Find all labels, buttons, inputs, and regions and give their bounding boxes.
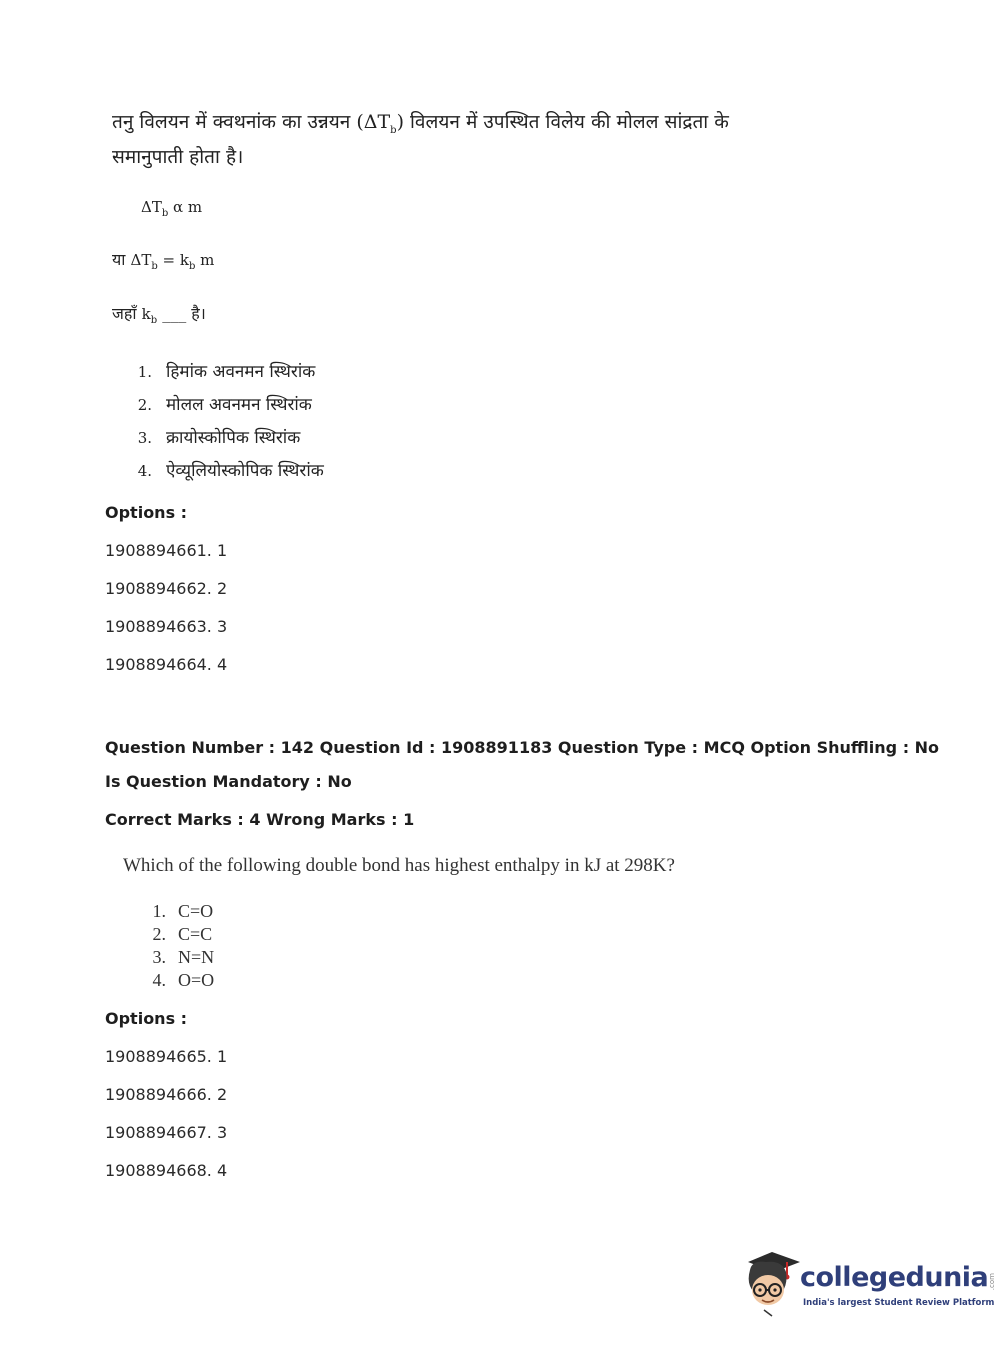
eq1-rest: α m [168, 198, 203, 216]
option-row: 1908894663. 3 [105, 617, 228, 636]
choice-item [136, 422, 324, 455]
eq2-sub: b [151, 261, 158, 272]
choice-text: C=O [178, 901, 214, 921]
option-row: 1908894662. 2 [105, 579, 228, 598]
choice-item [150, 900, 214, 923]
statement-text-1: तनु विलयन में क्वथनांक का उन्नयन (ΔT [112, 111, 391, 133]
choice-text: C=C [178, 924, 213, 944]
choice-text: N=N [178, 947, 215, 967]
where-line [112, 302, 206, 326]
option-row: 1908894667. 3 [105, 1123, 228, 1142]
eq1-delta: ΔT [141, 198, 162, 216]
eq2-mid: = k [157, 251, 189, 269]
choice-num: 4. [137, 462, 152, 480]
choice-text: O=O [178, 970, 215, 990]
option-row: 1908894665. 1 [105, 1047, 228, 1066]
brand-wordmark [800, 1262, 996, 1293]
choice-num: 3. [152, 947, 166, 967]
choice-num: 1. [152, 901, 166, 921]
choice-text: मोलल अवनमन स्थिरांक [166, 395, 312, 415]
choice-item [150, 946, 214, 969]
choice-num: 2. [137, 396, 152, 414]
question-mandatory: Is Question Mandatory : No [105, 772, 352, 791]
eq1-sub: b [161, 208, 169, 219]
option-row: 1908894661. 1 [105, 541, 228, 560]
eq2-delta: ΔT [130, 251, 152, 269]
options-label: Options : [105, 1009, 188, 1028]
q141-choice-list [136, 356, 324, 488]
choice-num: 4. [152, 970, 166, 990]
q142-choice-list [150, 900, 214, 992]
q141-statement [112, 108, 752, 136]
brand-tagline: India's largest Student Review Platform [803, 1298, 995, 1308]
equation-proportional [141, 198, 202, 219]
statement-text-2: ) विलयन में उपस्थित विलेय की मोलल सांद्रता के [396, 111, 729, 133]
eq2-sub2: b [188, 261, 196, 272]
question-marks: Correct Marks : 4 Wrong Marks : 1 [105, 810, 415, 829]
choice-text: ऐव्यूलियोस्कोपिक स्थिरांक [166, 461, 324, 481]
collegedunia-logo [742, 1248, 997, 1318]
q141-statement-line2: समानुपाती होता है। [112, 146, 244, 168]
where-rest: ___ है। [157, 304, 206, 323]
where-prefix: जहाँ [112, 304, 142, 323]
choice-item [136, 356, 324, 389]
equation-constant [112, 248, 214, 272]
choice-text: क्रायोस्कोपिक स्थिरांक [166, 428, 301, 448]
eq2-prefix: या [112, 250, 131, 269]
option-row: 1908894666. 2 [105, 1085, 228, 1104]
choice-item [150, 923, 214, 946]
mascot-icon [742, 1248, 802, 1318]
eq2-rest: m [195, 251, 215, 269]
brand-suffix: .com [988, 1272, 997, 1291]
choice-item [150, 969, 214, 992]
option-row: 1908894668. 4 [105, 1161, 228, 1180]
choice-num: 2. [152, 924, 166, 944]
question-text: Which of the following double bond has highest enthalpy in kJ at 298K? [123, 855, 675, 876]
options-label: Options : [105, 503, 188, 522]
choice-num: 3. [137, 429, 152, 447]
choice-item [136, 389, 324, 422]
statement-subscript: b [390, 124, 397, 136]
choice-item [136, 455, 324, 488]
brand-name: collegedunia [800, 1262, 989, 1293]
choice-num: 1. [137, 363, 152, 381]
where-sub: b [150, 315, 158, 326]
option-row: 1908894664. 4 [105, 655, 228, 674]
question-meta: Question Number : 142 Question Id : 1908891183 Question Type : MCQ Option Shuffling : No [105, 738, 940, 757]
where-k: k [141, 305, 151, 323]
choice-text: हिमांक अवनमन स्थिरांक [166, 362, 316, 382]
